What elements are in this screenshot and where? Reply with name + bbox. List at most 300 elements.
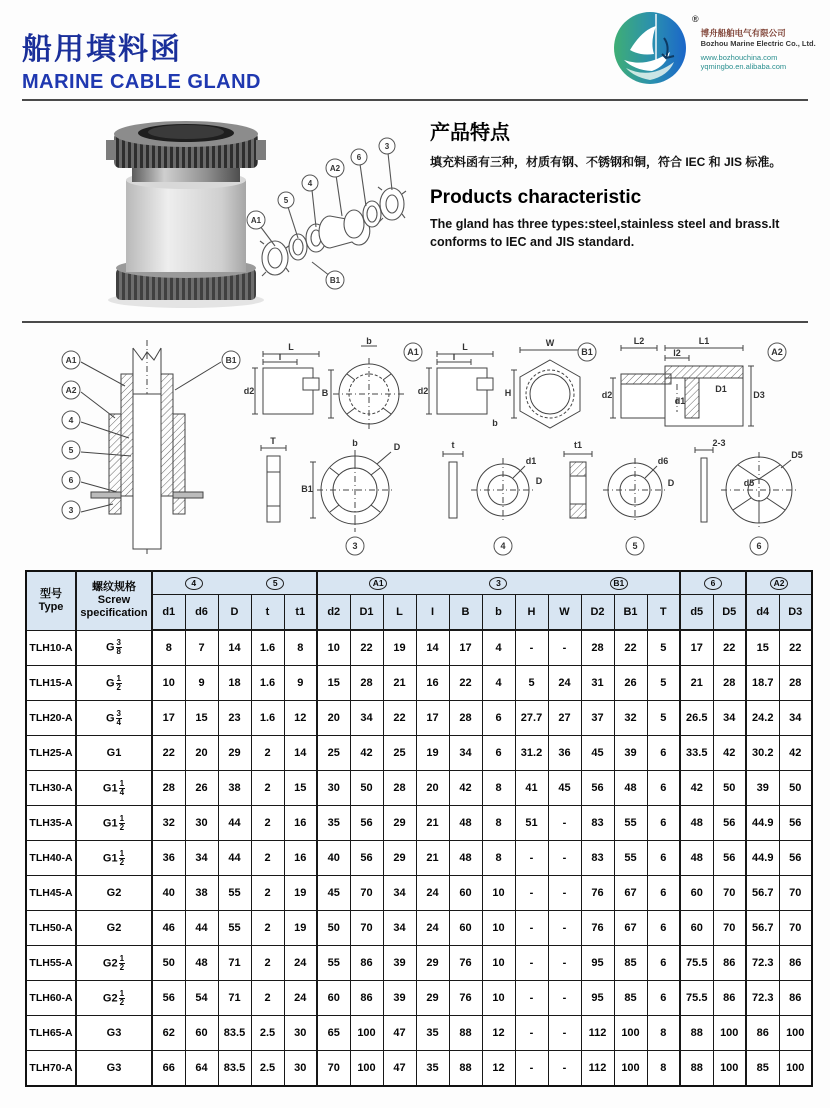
callout-label: 5 <box>283 196 289 205</box>
cell: 28 <box>779 666 812 701</box>
cell-screw-spec: G1 <box>76 736 152 771</box>
cell: 10 <box>482 876 515 911</box>
dim-label: H <box>504 388 512 398</box>
fraction: $\frac{1}{2}$ <box>119 848 125 867</box>
cell: 44.9 <box>746 841 779 876</box>
column-header-D5: D5 <box>713 595 746 631</box>
cell: 34 <box>449 736 482 771</box>
cell: 72.3 <box>746 946 779 981</box>
cell: 6 <box>482 701 515 736</box>
cell: 14 <box>416 630 449 666</box>
cell: 35 <box>317 806 350 841</box>
cell: 12 <box>284 701 317 736</box>
dim-label: B <box>321 388 329 398</box>
cell: 56 <box>713 806 746 841</box>
cell: 44 <box>218 841 251 876</box>
part-4-view <box>443 451 535 522</box>
cell: 19 <box>284 911 317 946</box>
cell: 12 <box>482 1051 515 1087</box>
cell: 70 <box>779 911 812 946</box>
group-header <box>317 571 680 595</box>
part-5-view <box>564 451 667 522</box>
column-header-t1: t1 <box>284 595 317 631</box>
dim-label: 2-3 <box>712 438 726 448</box>
cell: 70 <box>779 876 812 911</box>
column-header-type <box>26 571 76 630</box>
type-header-zh: 型号 <box>40 587 62 600</box>
table-row <box>26 630 812 666</box>
cell-screw-spec: G3 <box>76 1051 152 1087</box>
cell: 71 <box>218 946 251 981</box>
cell: 55 <box>614 841 647 876</box>
cell: 19 <box>383 630 416 666</box>
cell: 29 <box>416 981 449 1016</box>
cell: 48 <box>185 946 218 981</box>
registered-trademark: ® <box>692 14 699 24</box>
cell: 15 <box>746 630 779 666</box>
cell: 5 <box>647 630 680 666</box>
column-header-b: b <box>482 595 515 631</box>
dim-label: L1 <box>698 336 710 346</box>
cell: 86 <box>713 946 746 981</box>
cell: 86 <box>779 981 812 1016</box>
cell: 56 <box>350 841 383 876</box>
cell: 10 <box>482 981 515 1016</box>
part-number-badge: 6 <box>704 577 722 590</box>
cell: 55 <box>614 806 647 841</box>
cell: 56 <box>581 771 614 806</box>
cell: 60 <box>185 1016 218 1051</box>
dim-label: L <box>462 342 468 352</box>
cell: 2 <box>251 876 284 911</box>
cell: - <box>548 630 581 666</box>
cell: 56 <box>713 841 746 876</box>
cell: - <box>548 806 581 841</box>
callout-label: 6 <box>356 153 362 162</box>
cell: 48 <box>449 806 482 841</box>
cell: 54 <box>185 981 218 1016</box>
cell: 50 <box>350 771 383 806</box>
cell: 50 <box>317 911 350 946</box>
dim-label: d2 <box>601 390 613 400</box>
cell: 29 <box>383 841 416 876</box>
dim-label: d2 <box>243 386 255 396</box>
cell: 86 <box>779 946 812 981</box>
dim-label: d5 <box>743 478 755 488</box>
screw-header-en2: specification <box>80 607 148 620</box>
section-callout: 6 <box>68 475 74 485</box>
column-header-screw-specification <box>76 571 152 630</box>
cell: 41 <box>515 771 548 806</box>
cell: - <box>548 911 581 946</box>
technical-drawing <box>25 334 805 562</box>
features-desc-zh: 填充料函有三种，材质有钢、不锈钢和铜，符合 IEC 和 JIS 标准。 <box>430 155 782 169</box>
cell: 44 <box>185 911 218 946</box>
cell: 86 <box>746 1016 779 1051</box>
cell: 28 <box>581 630 614 666</box>
cell: 34 <box>185 841 218 876</box>
cell: 75.5 <box>680 946 713 981</box>
cell: 20 <box>416 771 449 806</box>
cell: 67 <box>614 911 647 946</box>
group-header <box>746 571 812 595</box>
cell: 60 <box>449 876 482 911</box>
cell: 83.5 <box>218 1051 251 1087</box>
view-tag: B1 <box>581 347 593 357</box>
cell: 88 <box>449 1016 482 1051</box>
part-tag: 6 <box>756 541 762 551</box>
title-en: MARINE CABLE GLAND <box>22 71 261 93</box>
callout-label: 4 <box>307 179 313 188</box>
cell: 100 <box>614 1016 647 1051</box>
cell: 21 <box>416 806 449 841</box>
cell: 48 <box>680 806 713 841</box>
part-tag: 3 <box>352 541 358 551</box>
cell: 55 <box>218 911 251 946</box>
cell: 60 <box>317 981 350 1016</box>
cell-screw-spec: G2 $\frac{1}{2}$ <box>76 946 152 981</box>
cell: - <box>548 946 581 981</box>
cell: 6 <box>647 876 680 911</box>
cell: 51 <box>515 806 548 841</box>
column-header-d2: d2 <box>317 595 350 631</box>
features-title-zh: 产品特点 <box>430 122 510 144</box>
cell: 24 <box>416 911 449 946</box>
cell: 20 <box>185 736 218 771</box>
cell: 19 <box>416 736 449 771</box>
section-callout: B1 <box>225 355 237 365</box>
cell: 36 <box>152 841 185 876</box>
cell: 22 <box>152 736 185 771</box>
cell: - <box>548 1051 581 1087</box>
cell: 2 <box>251 981 284 1016</box>
cell: 65 <box>317 1016 350 1051</box>
column-header-D: D <box>218 595 251 631</box>
cell: 18.7 <box>746 666 779 701</box>
cell: - <box>515 1051 548 1087</box>
cell: 30.2 <box>746 736 779 771</box>
cell: 14 <box>218 630 251 666</box>
cell-type: TLH50-A <box>26 911 76 946</box>
cell: 100 <box>350 1051 383 1087</box>
dim-label: l2 <box>673 348 681 358</box>
part-3-view <box>261 445 395 532</box>
cell: 42 <box>680 771 713 806</box>
fraction: $\frac{1}{2}$ <box>116 673 121 692</box>
cell-type: TLH40-A <box>26 841 76 876</box>
cell: 67 <box>614 876 647 911</box>
cell: 55 <box>218 876 251 911</box>
cell: 38 <box>185 876 218 911</box>
cell: 26 <box>185 771 218 806</box>
cell: - <box>515 911 548 946</box>
cell: 15 <box>317 666 350 701</box>
dim-label: b <box>492 418 498 428</box>
cell: 76 <box>581 911 614 946</box>
cell: 10 <box>482 911 515 946</box>
column-header-I: I <box>416 595 449 631</box>
cell: 16 <box>284 841 317 876</box>
company-info <box>701 28 819 72</box>
cell: 10 <box>152 666 185 701</box>
dim-label: l <box>278 352 282 362</box>
cell: 39 <box>746 771 779 806</box>
cell: 8 <box>482 841 515 876</box>
cell: 18 <box>218 666 251 701</box>
cell: 112 <box>581 1016 614 1051</box>
cell: 23 <box>218 701 251 736</box>
cell: 86 <box>713 981 746 1016</box>
cell: 8 <box>152 630 185 666</box>
cell: 100 <box>614 1051 647 1087</box>
fraction: $\frac{1}{4}$ <box>119 778 125 797</box>
cell: 29 <box>218 736 251 771</box>
cell: 4 <box>482 630 515 666</box>
dim-label: b <box>352 438 358 448</box>
screw-header-zh: 螺纹规格 <box>92 580 136 593</box>
column-header-d6: d6 <box>185 595 218 631</box>
cell: 22 <box>713 630 746 666</box>
cell: 45 <box>581 736 614 771</box>
fraction: $\frac{1}{2}$ <box>119 988 125 1007</box>
cell: 8 <box>482 771 515 806</box>
dim-label: W <box>545 338 555 348</box>
cell: 44.9 <box>746 806 779 841</box>
cell: 8 <box>284 630 317 666</box>
cell: 22 <box>383 701 416 736</box>
part-tag: 4 <box>500 541 506 551</box>
cell: 12 <box>482 1016 515 1051</box>
cell: 24 <box>416 876 449 911</box>
cell: 76 <box>581 876 614 911</box>
product-features <box>430 116 814 251</box>
cell: - <box>515 876 548 911</box>
cell: 28 <box>383 771 416 806</box>
spec-table <box>25 570 813 1087</box>
cell: 56 <box>779 806 812 841</box>
cell: 15 <box>185 701 218 736</box>
cell: 19 <box>284 876 317 911</box>
cell: 5 <box>647 666 680 701</box>
cell: 100 <box>779 1016 812 1051</box>
screw-header-en1: Screw <box>97 594 131 607</box>
cell: 33.5 <box>680 736 713 771</box>
table-row <box>26 911 812 946</box>
view-b1 <box>426 347 580 428</box>
cell: 55 <box>317 946 350 981</box>
cell: 37 <box>581 701 614 736</box>
cell: 1.6 <box>251 630 284 666</box>
cell: 32 <box>152 806 185 841</box>
cell: 5 <box>647 701 680 736</box>
cell: 1.6 <box>251 666 284 701</box>
table-row <box>26 806 812 841</box>
cell: 39 <box>383 946 416 981</box>
cell-type: TLH20-A <box>26 701 76 736</box>
cell: 88 <box>680 1016 713 1051</box>
cell: 71 <box>218 981 251 1016</box>
cell-screw-spec: G2 $\frac{1}{2}$ <box>76 981 152 1016</box>
cell: 100 <box>779 1051 812 1087</box>
cell-screw-spec: G $\frac{1}{2}$ <box>76 666 152 701</box>
cell-type: TLH15-A <box>26 666 76 701</box>
cell: 70 <box>350 876 383 911</box>
cell-screw-spec: G1 $\frac{1}{4}$ <box>76 771 152 806</box>
cell: 30 <box>185 806 218 841</box>
cell: 24 <box>284 981 317 1016</box>
cell: 16 <box>284 806 317 841</box>
cell: 56.7 <box>746 911 779 946</box>
cell: 26.5 <box>680 701 713 736</box>
cell-screw-spec: G3 <box>76 1016 152 1051</box>
company-brand <box>612 8 819 88</box>
part-number-badge: A1 <box>369 577 387 590</box>
company-alibaba: yqmingbo.en.alibaba.com <box>700 62 787 72</box>
cell: 76 <box>449 981 482 1016</box>
column-header-D1: D1 <box>350 595 383 631</box>
cell: 22 <box>614 630 647 666</box>
cell: 24.2 <box>746 701 779 736</box>
company-name-zh: 博舟船舶电气有限公司 <box>700 28 786 38</box>
cell: 31 <box>581 666 614 701</box>
cell-type: TLH55-A <box>26 946 76 981</box>
cell: 47 <box>383 1051 416 1087</box>
cell: 31.2 <box>515 736 548 771</box>
cell: 2 <box>251 911 284 946</box>
cell: 2 <box>251 806 284 841</box>
cell: 2 <box>251 736 284 771</box>
table-row <box>26 666 812 701</box>
part-number-badge: A2 <box>770 577 788 590</box>
cell: 28 <box>713 666 746 701</box>
section-callout: A2 <box>65 385 77 395</box>
cell: 6 <box>647 946 680 981</box>
callout-label: 3 <box>384 142 390 151</box>
cell: - <box>548 981 581 1016</box>
cell: 27 <box>548 701 581 736</box>
cell: 60 <box>449 911 482 946</box>
table-row <box>26 771 812 806</box>
cell: 60 <box>680 876 713 911</box>
cell: 21 <box>680 666 713 701</box>
cell-screw-spec: G1 $\frac{1}{2}$ <box>76 806 152 841</box>
cell: 17 <box>449 630 482 666</box>
cell: 44 <box>218 806 251 841</box>
table-row <box>26 841 812 876</box>
view-a1 <box>252 346 405 430</box>
cell: 24 <box>548 666 581 701</box>
cell: 30 <box>284 1051 317 1087</box>
cell: 35 <box>416 1051 449 1087</box>
dim-label: b <box>366 336 372 346</box>
cell: 56.7 <box>746 876 779 911</box>
cell: 4 <box>482 666 515 701</box>
cell: - <box>515 630 548 666</box>
cell: - <box>548 876 581 911</box>
title-zh: 船用填料函 <box>22 33 182 66</box>
cell-screw-spec: G2 <box>76 911 152 946</box>
cell: 112 <box>581 1051 614 1087</box>
fraction: $\frac{3}{4}$ <box>116 708 121 727</box>
cell: 56 <box>779 841 812 876</box>
cell: 48 <box>449 841 482 876</box>
section-callout: 4 <box>68 415 74 425</box>
cell: 25 <box>383 736 416 771</box>
cell: 8 <box>647 1051 680 1087</box>
cell: 8 <box>482 806 515 841</box>
table-row <box>26 876 812 911</box>
cell: 36 <box>548 736 581 771</box>
cell: 2.5 <box>251 1016 284 1051</box>
cell: 21 <box>383 666 416 701</box>
part-number-badge: 3 <box>489 577 507 590</box>
cell: 70 <box>713 911 746 946</box>
cell: 2 <box>251 841 284 876</box>
dim-label: T <box>270 436 276 446</box>
dim-label: L2 <box>633 336 645 346</box>
cell-type: TLH70-A <box>26 1051 76 1087</box>
cell: 66 <box>152 1051 185 1087</box>
table-row <box>26 701 812 736</box>
column-header-L: L <box>383 595 416 631</box>
cell: 83.5 <box>218 1016 251 1051</box>
cell: 35 <box>416 1016 449 1051</box>
cell: 6 <box>482 736 515 771</box>
dim-label: t <box>451 440 455 450</box>
cell: 76 <box>449 946 482 981</box>
cell: 7 <box>185 630 218 666</box>
cell: 48 <box>614 771 647 806</box>
cell: 83 <box>581 806 614 841</box>
table-row <box>26 1051 812 1087</box>
cell: 50 <box>152 946 185 981</box>
cell: - <box>548 1016 581 1051</box>
cell: 20 <box>317 701 350 736</box>
cell: 10 <box>317 630 350 666</box>
view-tag: A1 <box>407 347 419 357</box>
view-tag: A2 <box>771 347 783 357</box>
cell: 6 <box>647 771 680 806</box>
cell: 100 <box>713 1016 746 1051</box>
cell: 27.7 <box>515 701 548 736</box>
cell: 64 <box>185 1051 218 1087</box>
cell: 45 <box>317 876 350 911</box>
features-title-en: Products characteristic <box>430 187 642 208</box>
cell: 9 <box>284 666 317 701</box>
type-header-en: Type <box>38 600 64 613</box>
column-header-d4: d4 <box>746 595 779 631</box>
cell: 72.3 <box>746 981 779 1016</box>
table-row <box>26 946 812 981</box>
cell: 60 <box>680 911 713 946</box>
cell: 14 <box>284 736 317 771</box>
section-callout: A1 <box>65 355 77 365</box>
cell: 28 <box>350 666 383 701</box>
exploded-diagram <box>242 130 422 302</box>
table-row <box>26 981 812 1016</box>
cell: 10 <box>482 946 515 981</box>
cell: 75.5 <box>680 981 713 1016</box>
cell: 85 <box>614 946 647 981</box>
group-header <box>680 571 746 595</box>
dim-label: d1 <box>525 456 537 466</box>
cell-screw-spec: G1 $\frac{1}{2}$ <box>76 841 152 876</box>
fraction: $\frac{3}{8}$ <box>116 638 121 657</box>
cell: - <box>515 841 548 876</box>
cell: 15 <box>284 771 317 806</box>
cell: 86 <box>350 946 383 981</box>
cell: - <box>515 1016 548 1051</box>
